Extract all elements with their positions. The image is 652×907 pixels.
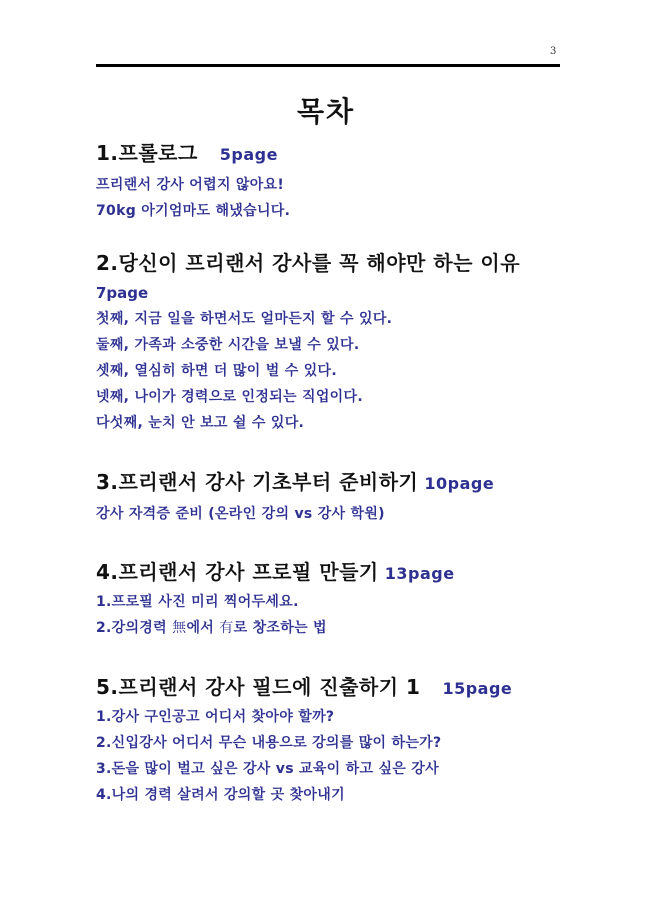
toc-item: 프리랜서 강사 어렵지 않아요! xyxy=(96,177,285,193)
toc-section-3 xyxy=(96,467,576,527)
toc-item: 넷째, 나이가 경력으로 인정되는 직업이다. xyxy=(96,389,363,405)
toc-item: 다섯째, 눈치 안 보고 쉴 수 있다. xyxy=(96,415,305,431)
toc-title: 목차 xyxy=(296,95,356,128)
section-page-ref: 10page xyxy=(424,474,495,493)
toc-item-hanja: 有 xyxy=(219,620,234,636)
toc-item: 3.돈을 많이 벌고 싶은 강사 vs 교육이 하고 싶은 강사 xyxy=(96,761,439,777)
section-title xyxy=(96,248,576,278)
toc-item-hanja: 無 xyxy=(172,620,187,636)
section-page-ref: 5page xyxy=(219,145,278,164)
toc-item: 1.프로필 사진 미리 찍어두세요. xyxy=(96,594,299,610)
toc-item: 70kg 아기엄마도 해냈습니다. xyxy=(96,203,291,219)
toc-item: 2.신입강사 어디서 무슨 내용으로 강의를 많이 하는가? xyxy=(96,735,442,751)
toc-section-1 xyxy=(96,138,576,224)
toc-section-2 xyxy=(96,248,576,436)
section-page-ref: 13page xyxy=(384,564,455,583)
section-title-text: 4.프리랜서 강사 프로필 만들기 xyxy=(96,560,379,584)
section-title xyxy=(96,138,576,168)
section-page-ref: 15page xyxy=(442,679,513,698)
page-number: 3 xyxy=(550,46,557,57)
toc-item: 셋째, 열심히 하면 더 많이 벌 수 있다. xyxy=(96,363,337,379)
toc-item: 둘째, 가족과 소중한 시간을 보낼 수 있다. xyxy=(96,337,360,353)
toc-item-part: 2.강의경력 xyxy=(96,620,173,636)
section-title xyxy=(96,467,576,497)
toc-section-4 xyxy=(96,557,576,641)
section-title xyxy=(96,557,576,587)
toc-item xyxy=(96,615,576,641)
section-title xyxy=(96,672,576,702)
toc-item: 강사 자격증 준비 (온라인 강의 vs 강사 학원) xyxy=(96,506,385,522)
toc-item-part: 로 창조하는 법 xyxy=(233,620,327,636)
section-title-text: 2.당신이 프리랜서 강사를 꼭 해야만 하는 이유 xyxy=(96,251,521,275)
section-title-text: 5.프리랜서 강사 필드에 진출하기 1 xyxy=(96,675,421,699)
toc-item: 첫째, 지금 일을 하면서도 얼마든지 할 수 있다. xyxy=(96,311,393,327)
section-title-text: 1.프롤로그 xyxy=(96,141,198,165)
section-page-ref: 7page xyxy=(96,284,149,302)
toc-item-part: 에서 xyxy=(186,620,220,636)
toc-item: 4.나의 경력 살려서 강의할 곳 찾아내기 xyxy=(96,787,345,803)
toc-section-5 xyxy=(96,672,576,808)
header-rule xyxy=(96,64,560,67)
section-title-text: 3.프리랜서 강사 기초부터 준비하기 xyxy=(96,470,419,494)
toc-item: 1.강사 구인공고 어디서 찾아야 할까? xyxy=(96,709,335,725)
